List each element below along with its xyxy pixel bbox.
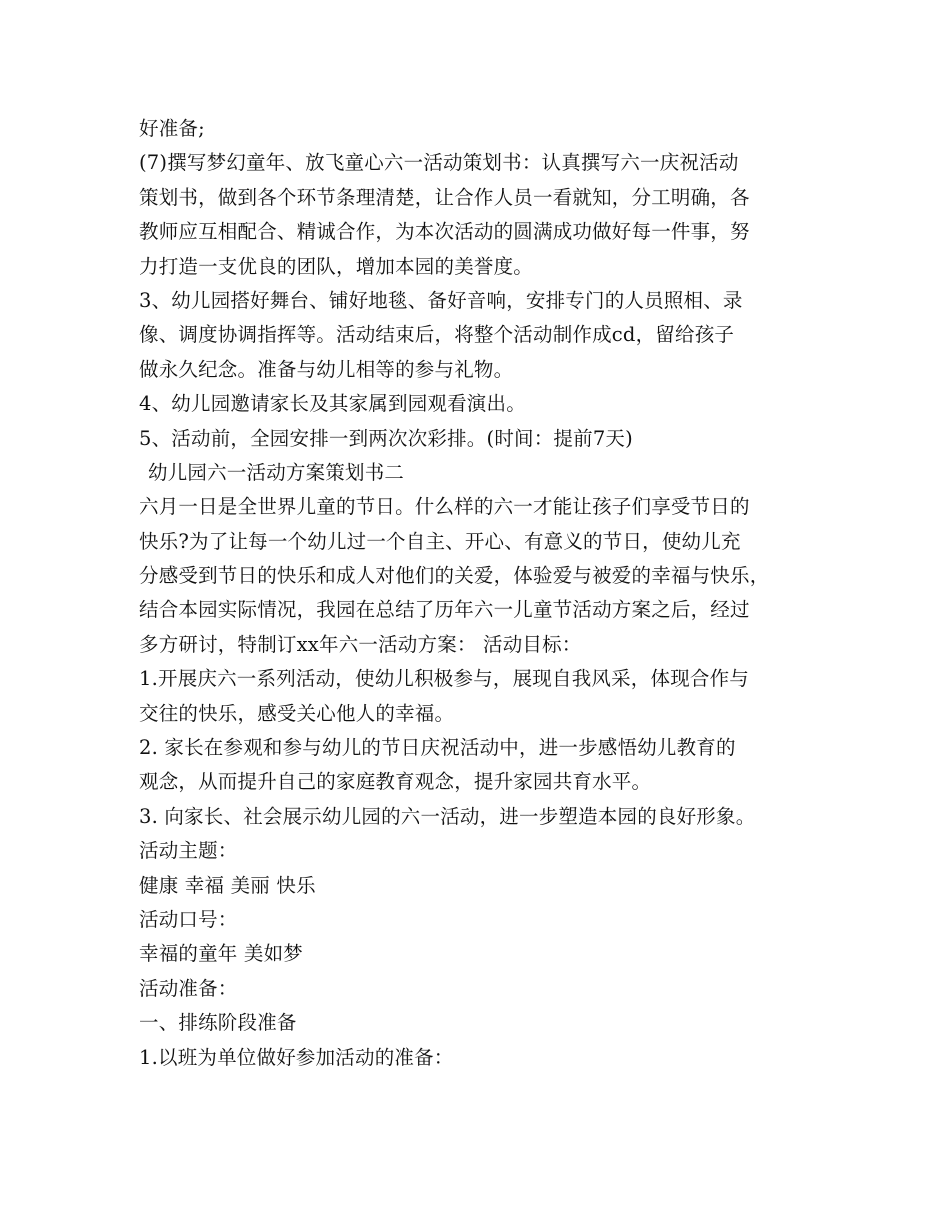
text-line: 做永久纪念。准备与幼儿相等的参与礼物。 bbox=[139, 357, 514, 381]
section-heading: 幼儿园六一活动方案策划书二 bbox=[148, 460, 405, 484]
text-line: 策划书，做到各个环节条理清楚，让合作人员一看就知，分工明确，各 bbox=[139, 185, 750, 209]
text-line: 4、幼儿园邀请家长及其家属到园观看演出。 bbox=[139, 392, 526, 416]
text-line: 3、幼儿园搭好舞台、铺好地毯、备好音响，安排专门的人员照相、录 bbox=[139, 288, 743, 312]
text-line: 教师应互相配合、精诚合作，为本次活动的圆满成功做好每一件事，努 bbox=[139, 220, 750, 244]
text-line: 像、调度协调指挥等。活动结束后，将整个活动制作成cd，留给孩子 bbox=[139, 323, 735, 347]
text-line: 好准备; bbox=[139, 117, 205, 140]
text-line: 六月一日是全世界儿童的节日。什么样的六一才能让孩子们享受节日的 bbox=[139, 495, 750, 519]
text-line: 一、排练阶段准备 bbox=[139, 1011, 297, 1035]
text-line: 3. 向家长、社会展示幼儿园的六一活动，进一步塑造本园的良好形象。 bbox=[139, 804, 756, 828]
text-line: 分感受到节日的快乐和成人对他们的关爱，体验爱与被爱的幸福与快乐， bbox=[139, 564, 770, 588]
text-line: 活动主题： bbox=[139, 839, 238, 863]
document-body bbox=[139, 112, 829, 1075]
text-line: 力打造一支优良的团队，增加本园的美誉度。 bbox=[139, 254, 534, 278]
text-line: 观念，从而提升自己的家庭教育观念，提升家园共育水平。 bbox=[139, 770, 652, 794]
text-line: (7)撰写梦幻童年、放飞童心六一活动策划书：认真撰写六一庆祝活动 bbox=[139, 151, 739, 175]
text-line: 5、活动前，全园安排一到两次次彩排。(时间：提前7天) bbox=[139, 426, 633, 450]
text-line: 活动口号： bbox=[139, 907, 238, 931]
text-line: 健康 幸福 美丽 快乐 bbox=[139, 873, 316, 897]
text-line: 多方研讨，特制订xx年六一活动方案： 活动目标： bbox=[139, 632, 582, 656]
text-line: 幸福的童年 美如梦 bbox=[139, 942, 303, 966]
text-line: 1.开展庆六一系列活动，使幼儿积极参与，展现自我风采，体现合作与 bbox=[139, 667, 750, 691]
text-line: 结合本园实际情况，我园在总结了历年六一儿童节活动方案之后，经过 bbox=[139, 598, 750, 622]
text-line: 活动准备： bbox=[139, 976, 238, 1000]
text-line: 快乐?为了让每一个幼儿过一个自主、开心、有意义的节日，使幼儿充 bbox=[139, 529, 741, 553]
text-line: 2. 家长在参观和参与幼儿的节日庆祝活动中，进一步感悟幼儿教育的 bbox=[139, 736, 736, 760]
text-line: 交往的快乐，感受关心他人的幸福。 bbox=[139, 701, 455, 725]
text-line: 1.以班为单位做好参加活动的准备： bbox=[139, 1045, 454, 1069]
